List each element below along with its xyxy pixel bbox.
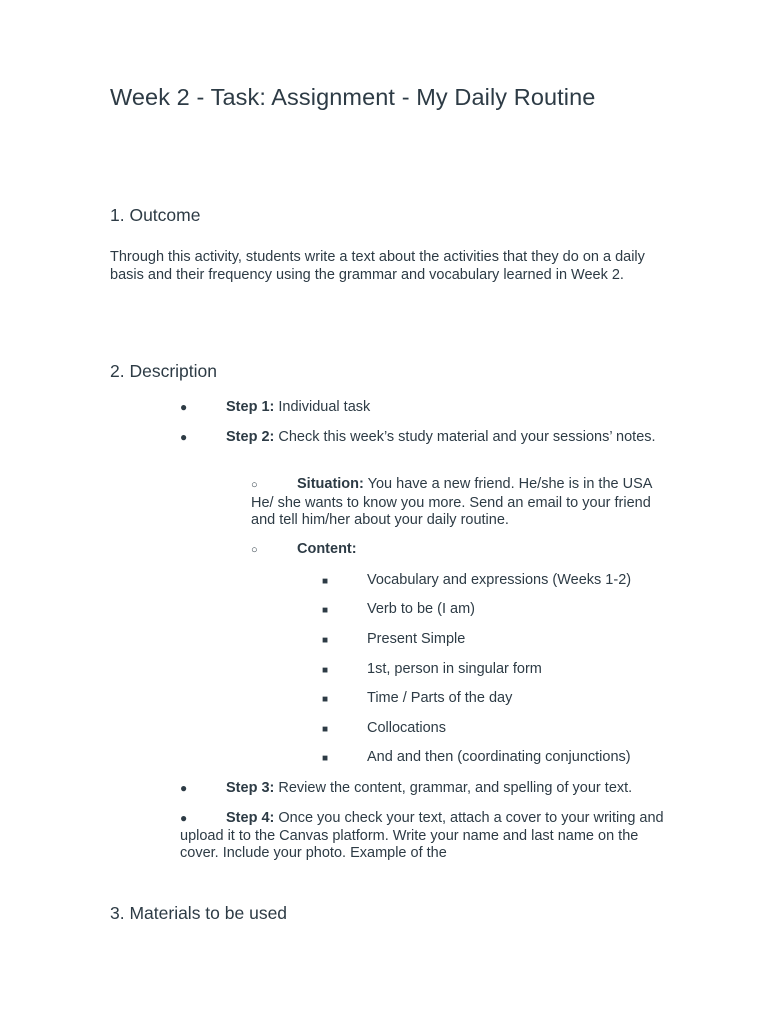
content-subitem-text: And and then (coordinating conjunctions) — [367, 749, 631, 765]
square-marker: ■ — [322, 635, 329, 646]
outcome-heading: 1. Outcome — [110, 205, 201, 225]
step-3-item — [180, 780, 670, 798]
step-2-item — [180, 429, 670, 447]
content-subitem — [322, 690, 682, 709]
content-label: Content: — [297, 541, 357, 557]
content-subitem — [322, 661, 682, 680]
square-marker: ■ — [322, 694, 329, 705]
bullet-marker: ● — [180, 811, 188, 825]
square-marker: ■ — [322, 605, 329, 616]
materials-heading: 3. Materials to be used — [110, 903, 288, 923]
content-subitem-text: Collocations — [367, 720, 446, 736]
square-marker: ■ — [322, 665, 329, 676]
content-subitem-text: Verb to be (I am) — [367, 601, 475, 617]
step-3-text: Review the content, grammar, and spelling of your text. — [274, 780, 633, 796]
step-1-text: Individual task — [274, 399, 371, 415]
content-subitem — [322, 749, 682, 768]
step-2-label: Step 2: — [226, 429, 275, 445]
square-marker: ■ — [322, 753, 329, 764]
situation-item — [251, 476, 661, 530]
content-subitem-text: Vocabulary and expressions (Weeks 1-2) — [367, 572, 632, 588]
step-3-label: Step 3: — [226, 780, 275, 796]
outcome-text: Through this activity, students write a text about the activities that they do on a daily basis and their frequency using the grammar and vocabulary learned in Week 2. — [110, 249, 645, 283]
page-title: Week 2 - Task: Assignment - My Daily Routine — [110, 84, 596, 110]
content-item — [251, 541, 661, 560]
situation-text: You have a new friend. He/she is in the USA He/ she wants to know you more. Send an email to your friend and tell him/her about your daily routine. — [251, 476, 652, 528]
content-subitem-text: Time / Parts of the day — [367, 690, 513, 706]
content-subitem — [322, 631, 682, 650]
content-subitem — [322, 720, 682, 739]
circle-marker: ○ — [251, 544, 258, 556]
content-subitem — [322, 601, 682, 620]
square-marker: ■ — [322, 724, 329, 735]
step-4-text: Once you check your text, attach a cover to your writing and upload it to the Canvas platform. Write your name and last name on the cover. Include your photo. Example of the — [180, 810, 664, 861]
step-4-label: Step 4: — [226, 810, 275, 826]
square-marker: ■ — [322, 576, 329, 587]
bullet-marker: ● — [180, 400, 188, 414]
description-heading: 2. Description — [110, 361, 217, 381]
bullet-marker: ● — [180, 430, 188, 444]
step-1-item — [180, 399, 670, 417]
content-subitem-text: Present Simple — [367, 631, 466, 647]
step-2-text: Check this week’s study material and your sessions’ notes. — [274, 429, 656, 445]
circle-marker: ○ — [251, 479, 258, 491]
content-subitem — [322, 572, 682, 591]
situation-label: Situation: — [297, 476, 364, 492]
content-subitem-text: 1st, person in singular form — [367, 661, 542, 677]
step-1-label: Step 1: — [226, 399, 275, 415]
bullet-marker: ● — [180, 781, 188, 795]
step-4-item — [180, 810, 670, 863]
